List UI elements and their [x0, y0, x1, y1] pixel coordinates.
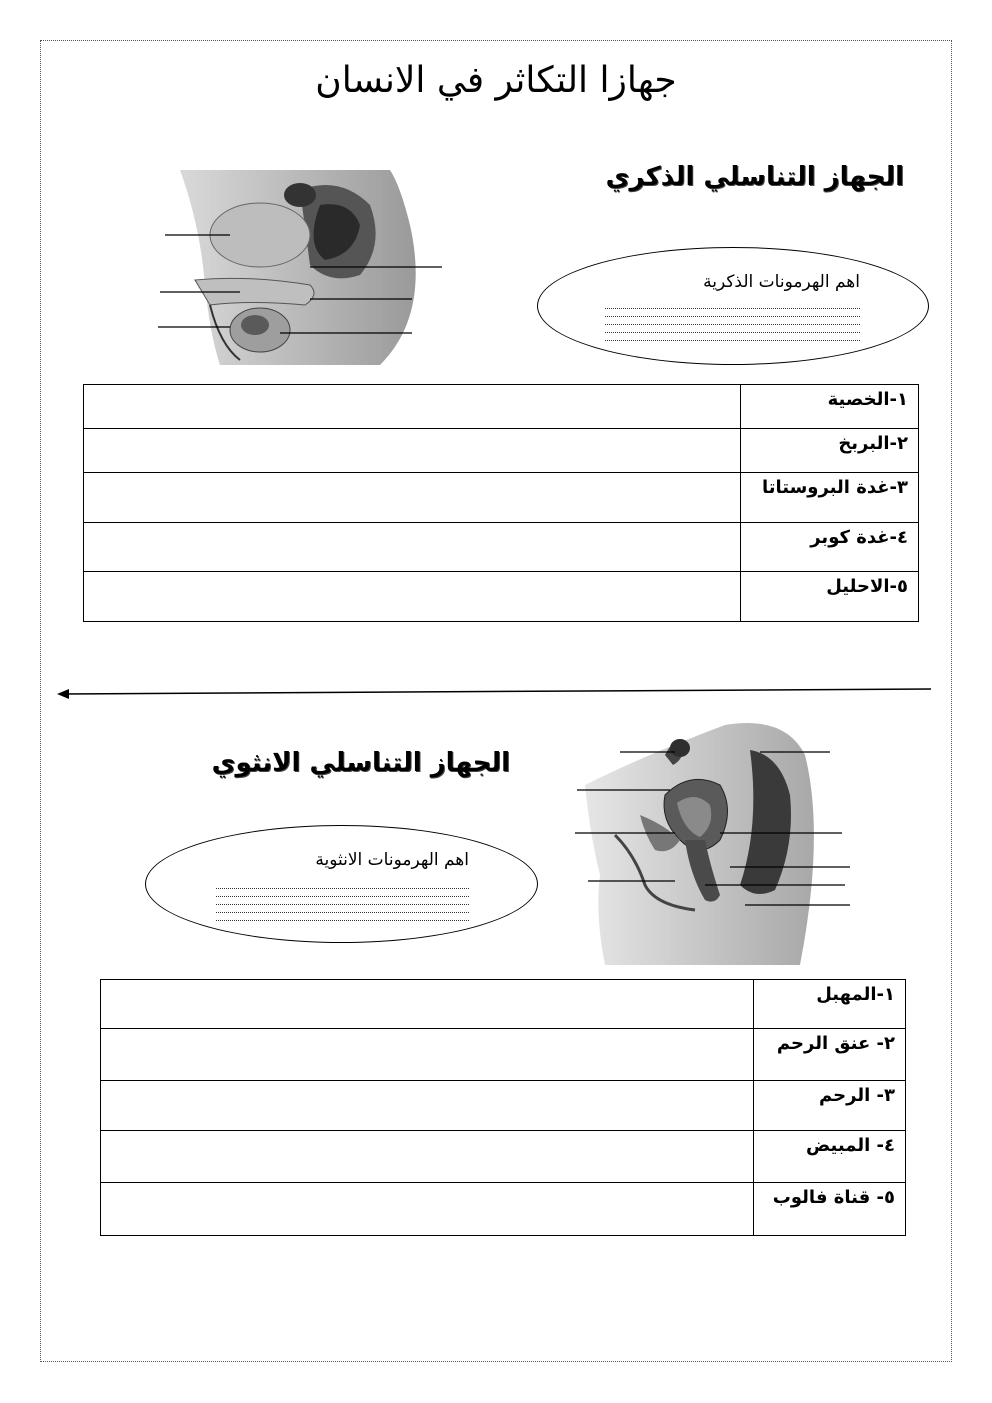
female-section-title: الجهاز التناسلي الانثوي — [211, 748, 510, 778]
part-label: ٣- الرحم — [754, 1081, 906, 1131]
male-hormones-label: اهم الهرمونات الذكرية — [703, 272, 860, 292]
answer-line — [605, 324, 860, 325]
table-row — [101, 1029, 906, 1081]
answer-line — [216, 896, 469, 897]
answer-line — [605, 332, 860, 333]
answer-line — [216, 904, 469, 905]
part-label: ٣-غدة البروستاتا — [741, 473, 919, 523]
table-row — [84, 523, 919, 572]
table-row — [101, 1131, 906, 1183]
male-reproductive-diagram — [110, 165, 510, 365]
table-row — [101, 1183, 906, 1236]
answer-cell[interactable] — [84, 429, 741, 473]
answer-cell[interactable] — [101, 1183, 754, 1236]
answer-cell[interactable] — [101, 1131, 754, 1183]
answer-line — [605, 308, 860, 309]
answer-cell[interactable] — [101, 1029, 754, 1081]
male-parts-table — [83, 384, 919, 622]
answer-cell[interactable] — [84, 385, 741, 429]
answer-cell[interactable] — [84, 473, 741, 523]
divider-arrow-icon — [55, 683, 935, 701]
part-label: ٢-البربخ — [741, 429, 919, 473]
female-reproductive-diagram — [545, 715, 855, 965]
table-row — [84, 385, 919, 429]
male-hormones-ellipse — [537, 247, 929, 365]
answer-cell[interactable] — [84, 572, 741, 622]
part-label: ٥-الاحليل — [741, 572, 919, 622]
part-label: ٤- المبيض — [754, 1131, 906, 1183]
answer-cell[interactable] — [101, 980, 754, 1029]
answer-line — [605, 316, 860, 317]
female-hormones-ellipse — [145, 825, 538, 943]
answer-line — [605, 340, 860, 341]
male-section-title: الجهاز التناسلي الذكري — [605, 162, 904, 192]
page-title: جهازا التكاثر في الانسان — [315, 60, 677, 101]
table-row — [101, 1081, 906, 1131]
answer-cell[interactable] — [84, 523, 741, 572]
female-hormones-label: اهم الهرمونات الانثوية — [315, 850, 469, 870]
part-label: ١-المهبل — [754, 980, 906, 1029]
answer-line — [216, 912, 469, 913]
table-row — [84, 572, 919, 622]
answer-line — [216, 920, 469, 921]
table-row — [84, 429, 919, 473]
part-label: ٥- قناة فالوب — [754, 1183, 906, 1236]
female-parts-table — [100, 979, 906, 1236]
answer-line — [216, 888, 469, 889]
table-row — [101, 980, 906, 1029]
part-label: ٢- عنق الرحم — [754, 1029, 906, 1081]
part-label: ٤-غدة كوبر — [741, 523, 919, 572]
answer-cell[interactable] — [101, 1081, 754, 1131]
table-row — [84, 473, 919, 523]
part-label: ١-الخصية — [741, 385, 919, 429]
